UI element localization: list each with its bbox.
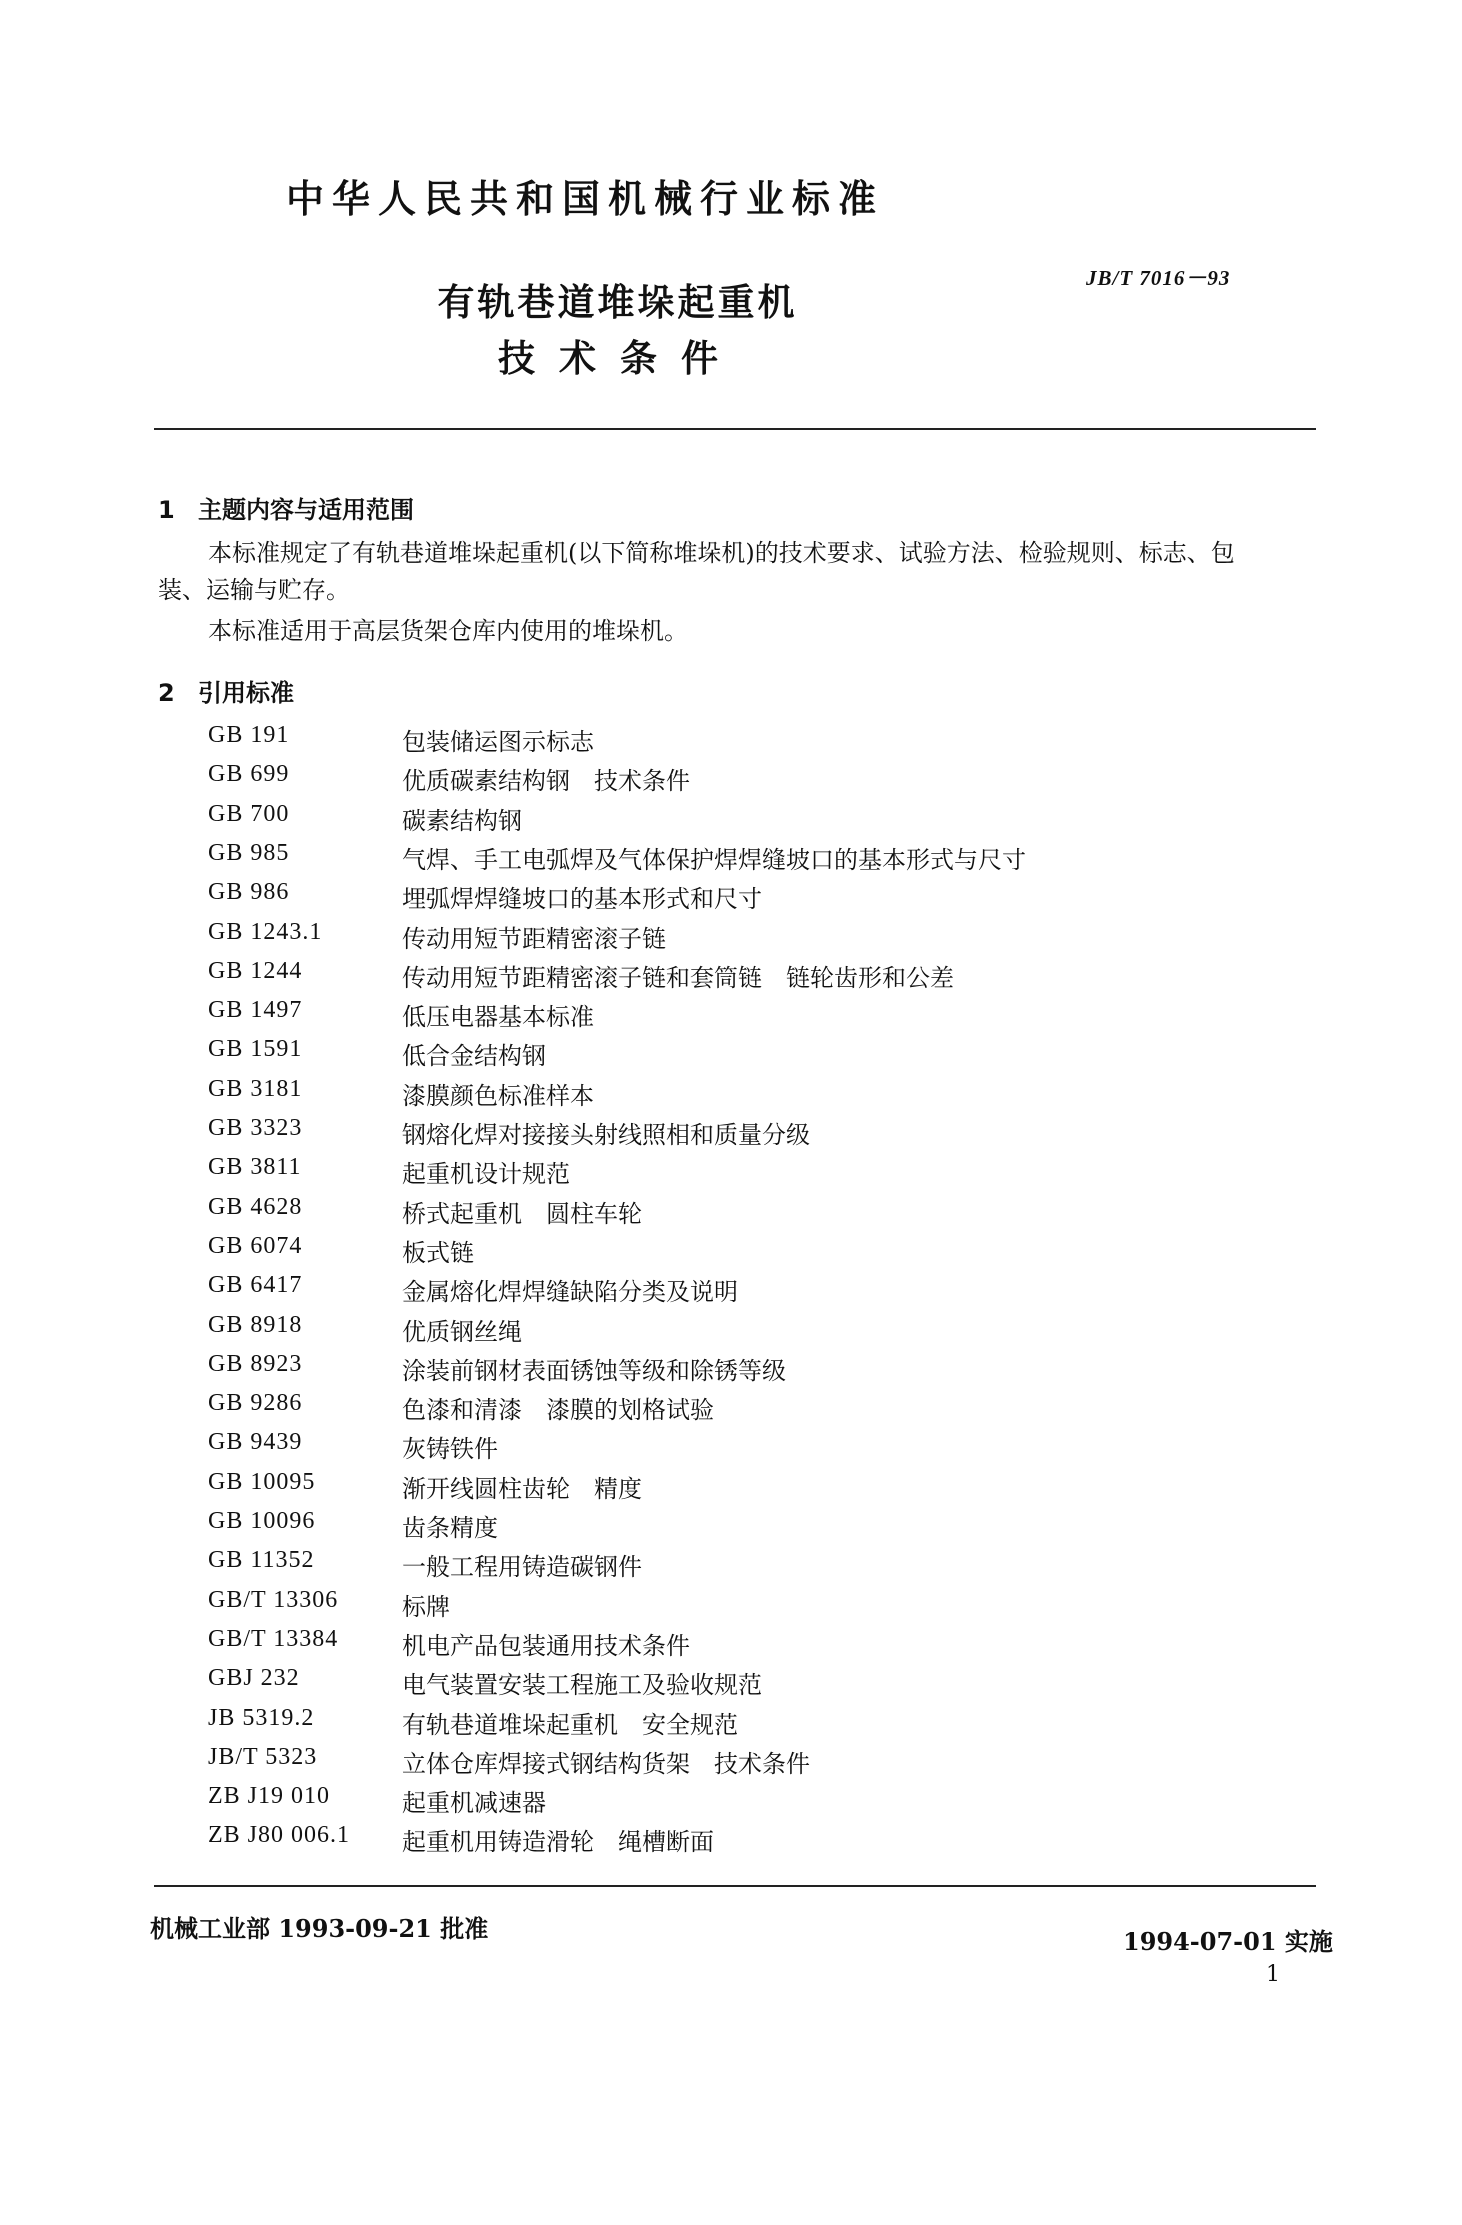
reference-title: 色漆和清漆 漆膜的划格试验 (402, 1396, 714, 1424)
reference-code: GB/T 13306 (208, 1587, 339, 1613)
reference-code: GB 8918 (208, 1312, 303, 1338)
reference-title: 碳素结构钢 (402, 807, 522, 835)
reference-title: 机电产品包装通用技术条件 (402, 1632, 690, 1660)
reference-title: 有轨巷道堆垛起重机 安全规范 (402, 1711, 738, 1739)
reference-code: GB 985 (208, 840, 290, 866)
reference-title: 渐开线圆柱齿轮 精度 (402, 1475, 642, 1503)
reference-code: GB 9439 (208, 1429, 303, 1455)
reference-code: ZB J80 006.1 (208, 1822, 351, 1848)
reference-title: 标牌 (402, 1593, 450, 1621)
implementation-date: 1994-07-01 实施 (1123, 1927, 1333, 1956)
approval-line: 机械工业部 1993-09-21 批准 (150, 1914, 489, 1943)
section-2-heading (158, 673, 294, 708)
reference-title: 起重机设计规范 (402, 1160, 570, 1188)
section-title: 主题内容与适用范围 (198, 496, 414, 524)
reference-code: GB 8923 (208, 1351, 303, 1377)
reference-title: 起重机用铸造滑轮 绳槽断面 (402, 1828, 714, 1856)
reference-title: 低合金结构钢 (402, 1042, 546, 1070)
section-1-para2: 本标准适用于高层货架仓库内使用的堆垛机。 (208, 617, 688, 645)
reference-title: 涂装前钢材表面锈蚀等级和除锈等级 (402, 1357, 786, 1385)
reference-code: GB/T 13384 (208, 1626, 339, 1652)
section-number: 2 (158, 679, 175, 707)
reference-title: 埋弧焊焊缝坡口的基本形式和尺寸 (402, 885, 762, 913)
reference-code: GB 1244 (208, 958, 303, 984)
reference-title: 立体仓库焊接式钢结构货架 技术条件 (402, 1750, 810, 1778)
reference-title: 金属熔化焊焊缝缺陷分类及说明 (402, 1278, 738, 1306)
section-number: 1 (158, 496, 175, 524)
reference-title: 传动用短节距精密滚子链和套筒链 链轮齿形和公差 (402, 964, 954, 992)
section-1-heading (158, 490, 414, 525)
reference-code: JB 5319.2 (208, 1705, 315, 1731)
standard-number: JB/T 7016－93 (1086, 266, 1231, 290)
reference-code: GB 3811 (208, 1154, 302, 1180)
section-title: 引用标准 (198, 679, 294, 707)
section-1-para1-line2: 装、运输与贮存。 (158, 576, 350, 604)
reference-title: 桥式起重机 圆柱车轮 (402, 1200, 642, 1228)
section-1-para1-line1: 本标准规定了有轨巷道堆垛起重机(以下简称堆垛机)的技术要求、试验方法、检验规则、标志、包 (208, 539, 1235, 567)
reference-code: ZB J19 010 (208, 1783, 331, 1809)
reference-code: GB 700 (208, 801, 290, 827)
page-number: 1 (1266, 1962, 1280, 1987)
reference-title: 低压电器基本标准 (402, 1003, 594, 1031)
reference-code: GB 3323 (208, 1115, 303, 1141)
reference-title: 气焊、手工电弧焊及气体保护焊焊缝坡口的基本形式与尺寸 (402, 846, 1026, 874)
reference-code: GB 10096 (208, 1508, 316, 1534)
reference-code: GB 1243.1 (208, 919, 323, 945)
reference-title: 板式链 (402, 1239, 474, 1267)
reference-code: GB 191 (208, 722, 290, 748)
reference-code: GB 6417 (208, 1272, 303, 1298)
reference-title: 包装储运图示标志 (402, 728, 594, 756)
reference-code: GB 4628 (208, 1194, 303, 1220)
reference-code: GB 1591 (208, 1036, 303, 1062)
reference-title: 优质碳素结构钢 技术条件 (402, 767, 690, 795)
footer-rule (154, 1885, 1316, 1887)
reference-code: GB 6074 (208, 1233, 303, 1259)
org-standard-header: 中华人民共和国机械行业标准 (285, 177, 884, 221)
reference-title: 传动用短节距精密滚子链 (402, 925, 666, 953)
reference-code: GB 1497 (208, 997, 303, 1023)
reference-code: GB 986 (208, 879, 290, 905)
document-subtitle: 技术条件 (498, 337, 742, 380)
reference-code: GB 699 (208, 761, 290, 787)
reference-code: JB/T 5323 (208, 1744, 318, 1770)
reference-title: 起重机减速器 (402, 1789, 546, 1817)
reference-title: 钢熔化焊对接接头射线照相和质量分级 (402, 1121, 810, 1149)
reference-code: GB 9286 (208, 1390, 303, 1416)
reference-code: GB 3181 (208, 1076, 303, 1102)
reference-title: 优质钢丝绳 (402, 1318, 522, 1346)
reference-title: 一般工程用铸造碳钢件 (402, 1553, 642, 1581)
reference-title: 电气装置安装工程施工及验收规范 (402, 1671, 762, 1699)
reference-code: GB 11352 (208, 1547, 315, 1573)
reference-title: 灰铸铁件 (402, 1435, 498, 1463)
reference-title: 漆膜颜色标准样本 (402, 1082, 594, 1110)
header-rule (154, 428, 1316, 430)
document-title: 有轨巷道堆垛起重机 (437, 281, 798, 324)
reference-code: GBJ 232 (208, 1665, 300, 1691)
reference-title: 齿条精度 (402, 1514, 498, 1542)
reference-code: GB 10095 (208, 1469, 316, 1495)
